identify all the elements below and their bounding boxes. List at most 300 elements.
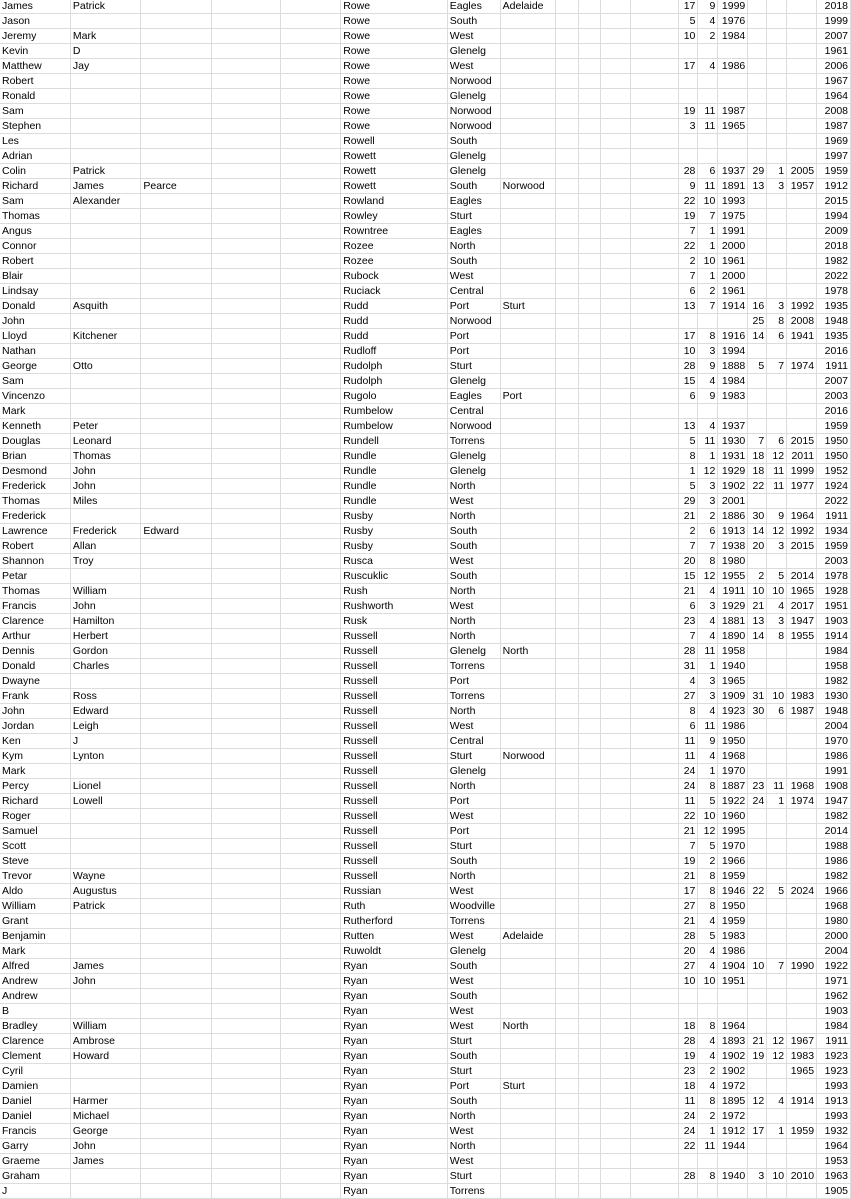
cell-col-j[interactable] xyxy=(578,959,601,974)
cell-birth-day[interactable]: 18 xyxy=(679,1079,698,1094)
cell-birth-day[interactable] xyxy=(679,89,698,104)
cell-death-day[interactable]: 10 xyxy=(748,959,767,974)
cell-col-d[interactable] xyxy=(211,989,280,1004)
cell-surname[interactable]: Russell xyxy=(341,824,448,839)
cell-birth-day[interactable]: 19 xyxy=(679,854,698,869)
cell-col-i[interactable] xyxy=(556,404,579,419)
cell-col-e[interactable] xyxy=(280,44,340,59)
cell-second-club[interactable] xyxy=(500,269,556,284)
cell-col-e[interactable] xyxy=(280,749,340,764)
cell-col-j[interactable] xyxy=(578,134,601,149)
cell-col-i[interactable] xyxy=(556,479,579,494)
cell-col-i[interactable] xyxy=(556,614,579,629)
cell-debut-year[interactable]: 1935 xyxy=(817,329,851,344)
cell-second-club[interactable] xyxy=(500,764,556,779)
cell-death-day[interactable] xyxy=(748,554,767,569)
cell-death-day[interactable] xyxy=(748,914,767,929)
cell-middle-name[interactable] xyxy=(70,284,140,299)
cell-col-l[interactable] xyxy=(630,224,679,239)
cell-debut-year[interactable]: 1905 xyxy=(817,1184,851,1199)
cell-col-l[interactable] xyxy=(630,404,679,419)
cell-second-club[interactable] xyxy=(500,1004,556,1019)
cell-col-k[interactable] xyxy=(601,1109,630,1124)
cell-death-month[interactable] xyxy=(767,974,787,989)
cell-birth-month[interactable]: 4 xyxy=(698,1034,718,1049)
cell-birth-year[interactable]: 1983 xyxy=(718,389,748,404)
cell-death-year[interactable] xyxy=(787,29,817,44)
cell-second-club[interactable] xyxy=(500,479,556,494)
cell-death-year[interactable] xyxy=(787,119,817,134)
cell-birth-day[interactable]: 28 xyxy=(679,644,698,659)
cell-death-day[interactable] xyxy=(748,149,767,164)
cell-birth-year[interactable]: 1938 xyxy=(718,539,748,554)
cell-col-i[interactable] xyxy=(556,704,579,719)
cell-third-name[interactable] xyxy=(141,554,211,569)
cell-middle-name[interactable]: Harmer xyxy=(70,1094,140,1109)
cell-surname[interactable]: Ryan xyxy=(341,989,448,1004)
cell-birth-day[interactable]: 27 xyxy=(679,959,698,974)
cell-birth-day[interactable]: 21 xyxy=(679,869,698,884)
cell-col-l[interactable] xyxy=(630,989,679,1004)
cell-col-i[interactable] xyxy=(556,959,579,974)
cell-col-i[interactable] xyxy=(556,29,579,44)
cell-col-d[interactable] xyxy=(211,434,280,449)
cell-col-k[interactable] xyxy=(601,644,630,659)
cell-death-year[interactable] xyxy=(787,899,817,914)
cell-col-e[interactable] xyxy=(280,839,340,854)
cell-second-club[interactable] xyxy=(500,329,556,344)
cell-middle-name[interactable]: Peter xyxy=(70,419,140,434)
cell-third-name[interactable] xyxy=(141,269,211,284)
cell-col-j[interactable] xyxy=(578,884,601,899)
cell-birth-month[interactable]: 1 xyxy=(698,269,718,284)
cell-surname[interactable]: Rusby xyxy=(341,539,448,554)
cell-middle-name[interactable]: Edward xyxy=(70,704,140,719)
cell-col-k[interactable] xyxy=(601,89,630,104)
cell-death-year[interactable] xyxy=(787,14,817,29)
cell-surname[interactable]: Rubock xyxy=(341,269,448,284)
cell-col-d[interactable] xyxy=(211,179,280,194)
cell-death-year[interactable] xyxy=(787,254,817,269)
cell-death-year[interactable]: 1992 xyxy=(787,524,817,539)
cell-col-l[interactable] xyxy=(630,884,679,899)
cell-death-month[interactable]: 10 xyxy=(767,584,787,599)
cell-col-l[interactable] xyxy=(630,959,679,974)
cell-col-d[interactable] xyxy=(211,809,280,824)
cell-col-i[interactable] xyxy=(556,914,579,929)
cell-death-month[interactable] xyxy=(767,0,787,14)
cell-debut-year[interactable]: 2003 xyxy=(817,389,851,404)
cell-col-k[interactable] xyxy=(601,854,630,869)
cell-death-day[interactable]: 16 xyxy=(748,299,767,314)
cell-surname[interactable]: Ruscuklic xyxy=(341,569,448,584)
cell-middle-name[interactable] xyxy=(70,824,140,839)
cell-first-name[interactable]: Robert xyxy=(0,539,70,554)
cell-first-name[interactable]: Francis xyxy=(0,1124,70,1139)
cell-surname[interactable]: Rowett xyxy=(341,164,448,179)
cell-death-year[interactable] xyxy=(787,284,817,299)
cell-col-d[interactable] xyxy=(211,374,280,389)
cell-col-i[interactable] xyxy=(556,1094,579,1109)
cell-col-k[interactable] xyxy=(601,74,630,89)
cell-third-name[interactable] xyxy=(141,464,211,479)
cell-col-l[interactable] xyxy=(630,734,679,749)
cell-middle-name[interactable] xyxy=(70,224,140,239)
cell-col-k[interactable] xyxy=(601,209,630,224)
cell-birth-month[interactable] xyxy=(698,404,718,419)
cell-birth-month[interactable]: 12 xyxy=(698,824,718,839)
cell-col-d[interactable] xyxy=(211,884,280,899)
cell-col-e[interactable] xyxy=(280,1154,340,1169)
cell-surname[interactable]: Rowe xyxy=(341,29,448,44)
cell-birth-month[interactable]: 4 xyxy=(698,584,718,599)
cell-debut-year[interactable]: 1964 xyxy=(817,89,851,104)
cell-col-l[interactable] xyxy=(630,584,679,599)
cell-second-club[interactable] xyxy=(500,29,556,44)
cell-birth-day[interactable]: 7 xyxy=(679,539,698,554)
cell-death-day[interactable]: 7 xyxy=(748,434,767,449)
cell-death-year[interactable] xyxy=(787,944,817,959)
cell-death-month[interactable] xyxy=(767,1004,787,1019)
cell-birth-year[interactable]: 1986 xyxy=(718,59,748,74)
cell-birth-day[interactable]: 8 xyxy=(679,704,698,719)
cell-col-j[interactable] xyxy=(578,494,601,509)
cell-death-year[interactable] xyxy=(787,719,817,734)
cell-first-name[interactable]: George xyxy=(0,359,70,374)
cell-col-k[interactable] xyxy=(601,0,630,14)
cell-death-day[interactable] xyxy=(748,14,767,29)
cell-middle-name[interactable]: Leigh xyxy=(70,719,140,734)
cell-debut-year[interactable]: 2004 xyxy=(817,944,851,959)
cell-first-name[interactable]: William xyxy=(0,899,70,914)
cell-surname[interactable]: Rowe xyxy=(341,59,448,74)
cell-birth-day[interactable]: 13 xyxy=(679,419,698,434)
cell-first-name[interactable]: Daniel xyxy=(0,1094,70,1109)
cell-debut-year[interactable]: 1932 xyxy=(817,1124,851,1139)
cell-third-name[interactable] xyxy=(141,314,211,329)
cell-death-year[interactable]: 1987 xyxy=(787,704,817,719)
cell-second-club[interactable] xyxy=(500,689,556,704)
cell-col-k[interactable] xyxy=(601,119,630,134)
cell-col-i[interactable] xyxy=(556,899,579,914)
cell-death-month[interactable] xyxy=(767,149,787,164)
cell-death-year[interactable]: 1964 xyxy=(787,509,817,524)
cell-death-day[interactable] xyxy=(748,1154,767,1169)
cell-surname[interactable]: Rowe xyxy=(341,44,448,59)
cell-birth-day[interactable]: 22 xyxy=(679,194,698,209)
cell-col-l[interactable] xyxy=(630,629,679,644)
cell-col-j[interactable] xyxy=(578,944,601,959)
cell-debut-year[interactable]: 2009 xyxy=(817,224,851,239)
cell-death-month[interactable]: 3 xyxy=(767,614,787,629)
cell-second-club[interactable] xyxy=(500,1064,556,1079)
cell-col-l[interactable] xyxy=(630,359,679,374)
cell-col-d[interactable] xyxy=(211,689,280,704)
cell-third-name[interactable] xyxy=(141,599,211,614)
cell-col-e[interactable] xyxy=(280,404,340,419)
cell-col-l[interactable] xyxy=(630,674,679,689)
cell-col-e[interactable] xyxy=(280,929,340,944)
cell-first-name[interactable]: Graeme xyxy=(0,1154,70,1169)
cell-death-month[interactable] xyxy=(767,59,787,74)
cell-middle-name[interactable]: D xyxy=(70,44,140,59)
cell-birth-month[interactable]: 5 xyxy=(698,839,718,854)
cell-col-l[interactable] xyxy=(630,974,679,989)
cell-club[interactable]: West xyxy=(447,1124,500,1139)
cell-second-club[interactable] xyxy=(500,794,556,809)
cell-col-d[interactable] xyxy=(211,239,280,254)
cell-debut-year[interactable]: 1914 xyxy=(817,629,851,644)
cell-third-name[interactable] xyxy=(141,419,211,434)
cell-debut-year[interactable]: 1912 xyxy=(817,179,851,194)
cell-club[interactable]: Glenelg xyxy=(447,944,500,959)
cell-birth-year[interactable] xyxy=(718,149,748,164)
cell-col-k[interactable] xyxy=(601,239,630,254)
cell-club[interactable]: South xyxy=(447,179,500,194)
cell-col-i[interactable] xyxy=(556,854,579,869)
cell-col-i[interactable] xyxy=(556,254,579,269)
cell-debut-year[interactable]: 2016 xyxy=(817,344,851,359)
cell-col-k[interactable] xyxy=(601,674,630,689)
cell-col-k[interactable] xyxy=(601,824,630,839)
cell-surname[interactable]: Rowe xyxy=(341,104,448,119)
cell-col-j[interactable] xyxy=(578,539,601,554)
cell-birth-month[interactable]: 11 xyxy=(698,719,718,734)
cell-col-d[interactable] xyxy=(211,644,280,659)
cell-col-d[interactable] xyxy=(211,89,280,104)
cell-death-month[interactable] xyxy=(767,119,787,134)
cell-debut-year[interactable]: 1982 xyxy=(817,674,851,689)
cell-birth-day[interactable]: 1 xyxy=(679,464,698,479)
cell-first-name[interactable]: Andrew xyxy=(0,974,70,989)
cell-club[interactable]: Woodville xyxy=(447,899,500,914)
cell-club[interactable]: Port xyxy=(447,329,500,344)
cell-second-club[interactable]: North xyxy=(500,1019,556,1034)
cell-middle-name[interactable] xyxy=(70,209,140,224)
cell-death-month[interactable]: 5 xyxy=(767,569,787,584)
cell-third-name[interactable] xyxy=(141,44,211,59)
cell-birth-month[interactable]: 11 xyxy=(698,1139,718,1154)
cell-second-club[interactable] xyxy=(500,614,556,629)
cell-first-name[interactable]: Samuel xyxy=(0,824,70,839)
cell-col-i[interactable] xyxy=(556,539,579,554)
cell-death-day[interactable] xyxy=(748,734,767,749)
cell-death-day[interactable]: 21 xyxy=(748,1034,767,1049)
cell-col-i[interactable] xyxy=(556,794,579,809)
cell-club[interactable]: West xyxy=(447,1019,500,1034)
cell-birth-day[interactable] xyxy=(679,149,698,164)
cell-col-d[interactable] xyxy=(211,1184,280,1199)
cell-first-name[interactable]: Kenneth xyxy=(0,419,70,434)
cell-birth-year[interactable]: 1937 xyxy=(718,419,748,434)
cell-birth-day[interactable] xyxy=(679,989,698,1004)
cell-birth-year[interactable]: 1923 xyxy=(718,704,748,719)
cell-surname[interactable]: Ryan xyxy=(341,1034,448,1049)
cell-birth-year[interactable] xyxy=(718,134,748,149)
cell-debut-year[interactable]: 2007 xyxy=(817,374,851,389)
cell-col-j[interactable] xyxy=(578,704,601,719)
cell-col-e[interactable] xyxy=(280,389,340,404)
cell-third-name[interactable] xyxy=(141,1169,211,1184)
cell-third-name[interactable] xyxy=(141,59,211,74)
cell-debut-year[interactable]: 1911 xyxy=(817,359,851,374)
cell-birth-year[interactable]: 1946 xyxy=(718,884,748,899)
cell-third-name[interactable] xyxy=(141,239,211,254)
cell-col-l[interactable] xyxy=(630,599,679,614)
cell-first-name[interactable]: Sam xyxy=(0,194,70,209)
cell-col-k[interactable] xyxy=(601,464,630,479)
cell-debut-year[interactable]: 1928 xyxy=(817,584,851,599)
cell-birth-year[interactable]: 1902 xyxy=(718,1049,748,1064)
cell-col-j[interactable] xyxy=(578,674,601,689)
cell-second-club[interactable] xyxy=(500,509,556,524)
cell-col-k[interactable] xyxy=(601,1139,630,1154)
cell-col-i[interactable] xyxy=(556,584,579,599)
cell-col-l[interactable] xyxy=(630,239,679,254)
cell-surname[interactable]: Rundell xyxy=(341,434,448,449)
cell-col-i[interactable] xyxy=(556,884,579,899)
cell-col-j[interactable] xyxy=(578,344,601,359)
cell-first-name[interactable]: Cyril xyxy=(0,1064,70,1079)
cell-second-club[interactable] xyxy=(500,209,556,224)
cell-debut-year[interactable]: 2008 xyxy=(817,104,851,119)
cell-club[interactable]: West xyxy=(447,1154,500,1169)
cell-col-j[interactable] xyxy=(578,554,601,569)
cell-col-e[interactable] xyxy=(280,359,340,374)
cell-col-l[interactable] xyxy=(630,0,679,14)
cell-col-i[interactable] xyxy=(556,809,579,824)
cell-col-i[interactable] xyxy=(556,119,579,134)
cell-death-day[interactable] xyxy=(748,419,767,434)
cell-birth-day[interactable] xyxy=(679,134,698,149)
cell-birth-year[interactable] xyxy=(718,89,748,104)
cell-death-day[interactable] xyxy=(748,254,767,269)
cell-third-name[interactable] xyxy=(141,569,211,584)
cell-death-day[interactable] xyxy=(748,404,767,419)
cell-death-month[interactable]: 12 xyxy=(767,1049,787,1064)
cell-middle-name[interactable]: John xyxy=(70,479,140,494)
cell-first-name[interactable]: Mark xyxy=(0,944,70,959)
cell-col-l[interactable] xyxy=(630,869,679,884)
cell-first-name[interactable]: Roger xyxy=(0,809,70,824)
cell-debut-year[interactable]: 1922 xyxy=(817,959,851,974)
cell-death-month[interactable] xyxy=(767,1019,787,1034)
cell-second-club[interactable] xyxy=(500,959,556,974)
cell-club[interactable]: South xyxy=(447,959,500,974)
cell-second-club[interactable] xyxy=(500,374,556,389)
cell-surname[interactable]: Rowe xyxy=(341,74,448,89)
cell-col-i[interactable] xyxy=(556,74,579,89)
cell-col-e[interactable] xyxy=(280,1094,340,1109)
cell-surname[interactable]: Russell xyxy=(341,704,448,719)
cell-middle-name[interactable]: William xyxy=(70,1019,140,1034)
cell-death-year[interactable]: 1983 xyxy=(787,689,817,704)
cell-birth-month[interactable]: 4 xyxy=(698,914,718,929)
cell-second-club[interactable] xyxy=(500,14,556,29)
cell-club[interactable]: West xyxy=(447,1004,500,1019)
cell-col-i[interactable] xyxy=(556,659,579,674)
cell-death-month[interactable] xyxy=(767,134,787,149)
cell-col-i[interactable] xyxy=(556,749,579,764)
cell-club[interactable]: Sturt xyxy=(447,839,500,854)
cell-col-e[interactable] xyxy=(280,914,340,929)
cell-death-day[interactable]: 13 xyxy=(748,179,767,194)
cell-third-name[interactable] xyxy=(141,869,211,884)
cell-death-year[interactable]: 1959 xyxy=(787,1124,817,1139)
cell-birth-day[interactable]: 2 xyxy=(679,524,698,539)
cell-third-name[interactable]: Edward xyxy=(141,524,211,539)
cell-birth-month[interactable] xyxy=(698,1154,718,1169)
cell-birth-day[interactable]: 6 xyxy=(679,284,698,299)
cell-first-name[interactable]: Douglas xyxy=(0,434,70,449)
cell-col-j[interactable] xyxy=(578,449,601,464)
cell-col-d[interactable] xyxy=(211,524,280,539)
cell-death-day[interactable] xyxy=(748,59,767,74)
cell-third-name[interactable] xyxy=(141,1154,211,1169)
cell-surname[interactable]: Rowett xyxy=(341,179,448,194)
cell-birth-day[interactable]: 7 xyxy=(679,629,698,644)
cell-second-club[interactable]: Sturt xyxy=(500,299,556,314)
cell-death-year[interactable]: 1965 xyxy=(787,1064,817,1079)
cell-surname[interactable]: Rowell xyxy=(341,134,448,149)
cell-middle-name[interactable]: Thomas xyxy=(70,449,140,464)
cell-col-d[interactable] xyxy=(211,914,280,929)
cell-birth-month[interactable]: 11 xyxy=(698,434,718,449)
cell-death-day[interactable] xyxy=(748,494,767,509)
cell-middle-name[interactable] xyxy=(70,269,140,284)
cell-death-day[interactable] xyxy=(748,1184,767,1199)
cell-col-i[interactable] xyxy=(556,134,579,149)
cell-second-club[interactable] xyxy=(500,1184,556,1199)
cell-death-year[interactable] xyxy=(787,809,817,824)
cell-birth-month[interactable]: 3 xyxy=(698,674,718,689)
cell-birth-day[interactable]: 5 xyxy=(679,479,698,494)
cell-club[interactable]: West xyxy=(447,269,500,284)
cell-birth-year[interactable] xyxy=(718,1154,748,1169)
cell-middle-name[interactable] xyxy=(70,1169,140,1184)
cell-third-name[interactable] xyxy=(141,809,211,824)
cell-col-d[interactable] xyxy=(211,869,280,884)
cell-birth-month[interactable]: 1 xyxy=(698,1124,718,1139)
cell-col-l[interactable] xyxy=(630,899,679,914)
cell-col-d[interactable] xyxy=(211,119,280,134)
cell-surname[interactable]: Rozee xyxy=(341,254,448,269)
cell-middle-name[interactable]: Ross xyxy=(70,689,140,704)
cell-death-month[interactable]: 8 xyxy=(767,629,787,644)
cell-birth-day[interactable]: 11 xyxy=(679,1094,698,1109)
cell-surname[interactable]: Ryan xyxy=(341,1139,448,1154)
cell-col-i[interactable] xyxy=(556,509,579,524)
cell-col-j[interactable] xyxy=(578,1079,601,1094)
cell-death-month[interactable] xyxy=(767,809,787,824)
cell-death-year[interactable]: 1947 xyxy=(787,614,817,629)
cell-death-month[interactable]: 6 xyxy=(767,329,787,344)
cell-second-club[interactable] xyxy=(500,149,556,164)
cell-middle-name[interactable] xyxy=(70,854,140,869)
cell-col-i[interactable] xyxy=(556,1154,579,1169)
cell-death-month[interactable]: 12 xyxy=(767,524,787,539)
cell-club[interactable]: South xyxy=(447,1049,500,1064)
cell-first-name[interactable]: Ken xyxy=(0,734,70,749)
cell-first-name[interactable]: Mark xyxy=(0,764,70,779)
cell-birth-month[interactable] xyxy=(698,314,718,329)
cell-col-e[interactable] xyxy=(280,329,340,344)
cell-middle-name[interactable]: Lionel xyxy=(70,779,140,794)
cell-middle-name[interactable] xyxy=(70,254,140,269)
cell-second-club[interactable] xyxy=(500,1169,556,1184)
cell-debut-year[interactable]: 1948 xyxy=(817,314,851,329)
cell-col-l[interactable] xyxy=(630,434,679,449)
